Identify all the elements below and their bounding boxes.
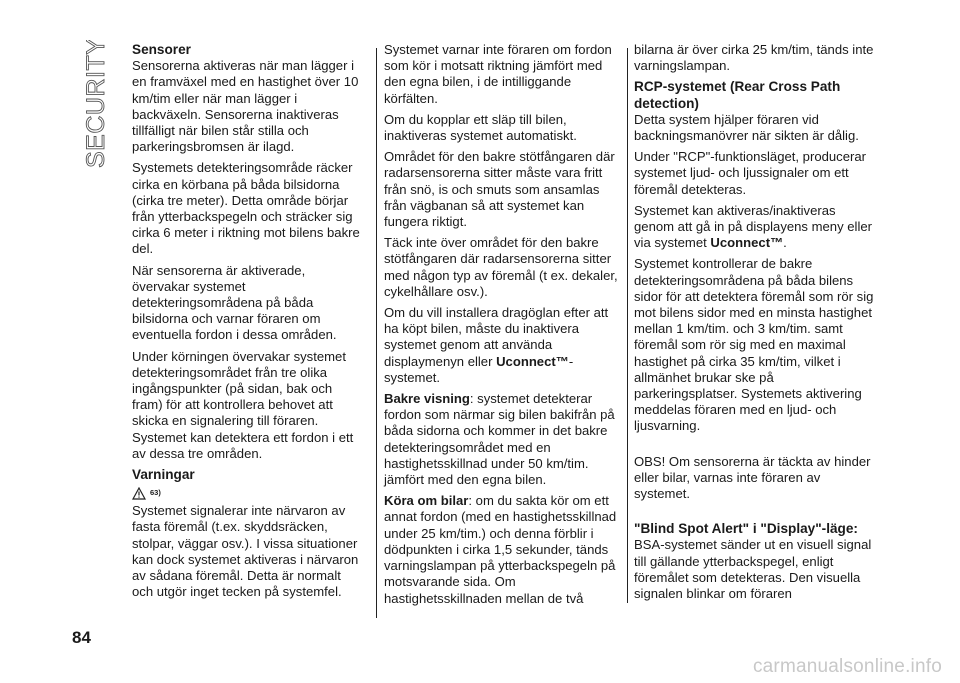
section-tab-graphic xyxy=(72,40,122,170)
text: Systemet kan aktiveras/inaktiveras genom att gå in på displayens meny eller via systemet xyxy=(634,202,873,251)
page-number: 84 xyxy=(72,628,91,647)
paragraph xyxy=(384,305,620,386)
text: -systemet. xyxy=(384,353,574,385)
spacer xyxy=(634,507,874,521)
paragraph: Sensorerna aktiveras när man lägger i en framväxel med en hastighet över 10 km/tim eller när man lägger i backväxeln. Sensorerna inaktiveras tillfälligt när bilen står stilla och parkeringsbromsen är ilagd. xyxy=(132,58,359,155)
uconnect-term: Uconnect™ xyxy=(496,353,569,369)
warning-triangle-icon xyxy=(132,487,146,500)
paragraph xyxy=(634,203,874,252)
text: : systemet detekterar fordon som närmar sig bilen bakifrån på båda sidorna och kommer in det bakre detekteringsområdet med en hastighetsskillnad under 50 km/tim. jämfört med den egna bilen. xyxy=(384,391,615,488)
watermark: carmanualsonline.info xyxy=(752,656,942,677)
column-2 xyxy=(384,42,620,612)
paragraph: Under körningen övervakar systemet detekteringsområdet från tre olika ingångspunkter (på sidan, bak och fram) för att kontrollera behovet att skicka en signalering till föraren. Systemet kan detektera ett fordon i ett av dessa tre områden. xyxy=(132,348,354,461)
paragraph: När sensorerna är aktiverade, övervakar systemet detekteringsområdena på båda bilsidorna och varnar föraren om eventuella fordon i dessa områden. xyxy=(132,262,337,343)
column-divider-1 xyxy=(376,48,377,618)
paragraph: Systemet kontrollerar de bakre detekteringsområdena på båda bilens sidor för att detektera föremål som rör sig mot bilens sidor med en minsta hastighet mellan 1 km/tim. och 3 km/tim. samt föremål som rör sig med en maximal hastighet på cirka 35 km/tim, vilket i allmänhet brukar ske på parkeringsplatser. Systemets aktivering meddelas föraren med en ljud- och ljusvarning. xyxy=(634,256,874,434)
paragraph: Området för den bakre stötfångaren där radarsensorerna sitter måste vara fritt från snö, is och smuts som ansamlas från vägbanan så att systemet kan fungera riktigt. xyxy=(384,149,615,230)
heading-rcp: RCP-systemet (Rear Cross Path detection) xyxy=(634,79,841,111)
text: : om du sakta kör om ett annat fordon (med en hastighetsskillnad under 25 km/tim.) och denna förblir i dödpunkten i cirka 1,5 sekunder, tänds varningslampan på ytterbackspegeln på motsvarande sida. Om hastighetsskillnaden mellan de två xyxy=(384,493,617,606)
paragraph: bilarna är över cirka 25 km/tim, tänds inte varningslampan. xyxy=(634,42,874,74)
paragraph: Systemet varnar inte föraren om fordon som kör i motsatt riktning jämfört med den egna bilen, i de intilliggande körfälten. xyxy=(384,42,612,106)
paragraph: Täck inte över området för den bakre stötfångaren där radarsensorerna sitter med någon typ av föremål (t ex. dekaler, cykelhållare osv.). xyxy=(384,235,618,299)
column-1 xyxy=(132,42,364,606)
paragraph: Under "RCP"-funktionsläget, producerar systemet ljud- och ljussignaler om ett föremål detekteras. xyxy=(634,149,866,197)
paragraph: BSA-systemet sänder ut en visuell signal till gällande ytterbackspegel, enligt föremålet som detekteras. Den visuella signalen blinkar om föraren xyxy=(634,537,872,602)
heading-sensorer: Sensorer xyxy=(132,42,191,57)
term-kora-om-bilar: Köra om bilar xyxy=(384,493,469,509)
section-tab xyxy=(72,40,122,170)
column-divider-2 xyxy=(627,48,628,603)
heading-bsa: "Blind Spot Alert" i "Display"-läge: xyxy=(634,521,858,537)
text: . xyxy=(783,235,787,251)
heading-varningar: Varningar xyxy=(132,467,195,483)
paragraph xyxy=(384,493,620,606)
spacer xyxy=(634,440,874,454)
column-3 xyxy=(634,42,874,607)
paragraph xyxy=(384,391,620,488)
uconnect-term: Uconnect™ xyxy=(710,235,784,251)
term-bakre-visning: Bakre visning xyxy=(384,391,470,407)
text: Om du vill installera dragöglan efter att ha köpt bilen, måste du inaktivera systemet genom att använda displaymenyn eller xyxy=(384,305,609,369)
paragraph: OBS! Om sensorerna är täckta av hinder eller bilar, varnas inte föraren av systemet. xyxy=(634,453,871,502)
paragraph: Systemet signalerar inte närvaron av fasta föremål (t.ex. skyddsräcken, stolpar, väggar osv.). I vissa situationer kan dock systemet aktiveras i närvaron av sådana föremål. Detta är normalt och utgör inget tecken på systemfel. xyxy=(132,503,359,600)
warning-note xyxy=(132,485,364,501)
section-tab-label: SECURITY xyxy=(82,40,110,168)
paragraph: Om du kopplar ett släp till bilen, inaktiveras systemet automatiskt. xyxy=(384,111,577,144)
paragraph: Detta system hjälper föraren vid backningsmanövrer när sikten är dålig. xyxy=(634,111,859,144)
note-reference: 63) xyxy=(150,488,161,498)
paragraph: Systemets detekteringsområde räcker cirka en körbana på båda bilsidorna (cirka tre meter). Detta område börjar från ytterbackspegeln och sträcker sig cirka 6 meter i riktning mot bilens bakre del. xyxy=(132,160,360,257)
